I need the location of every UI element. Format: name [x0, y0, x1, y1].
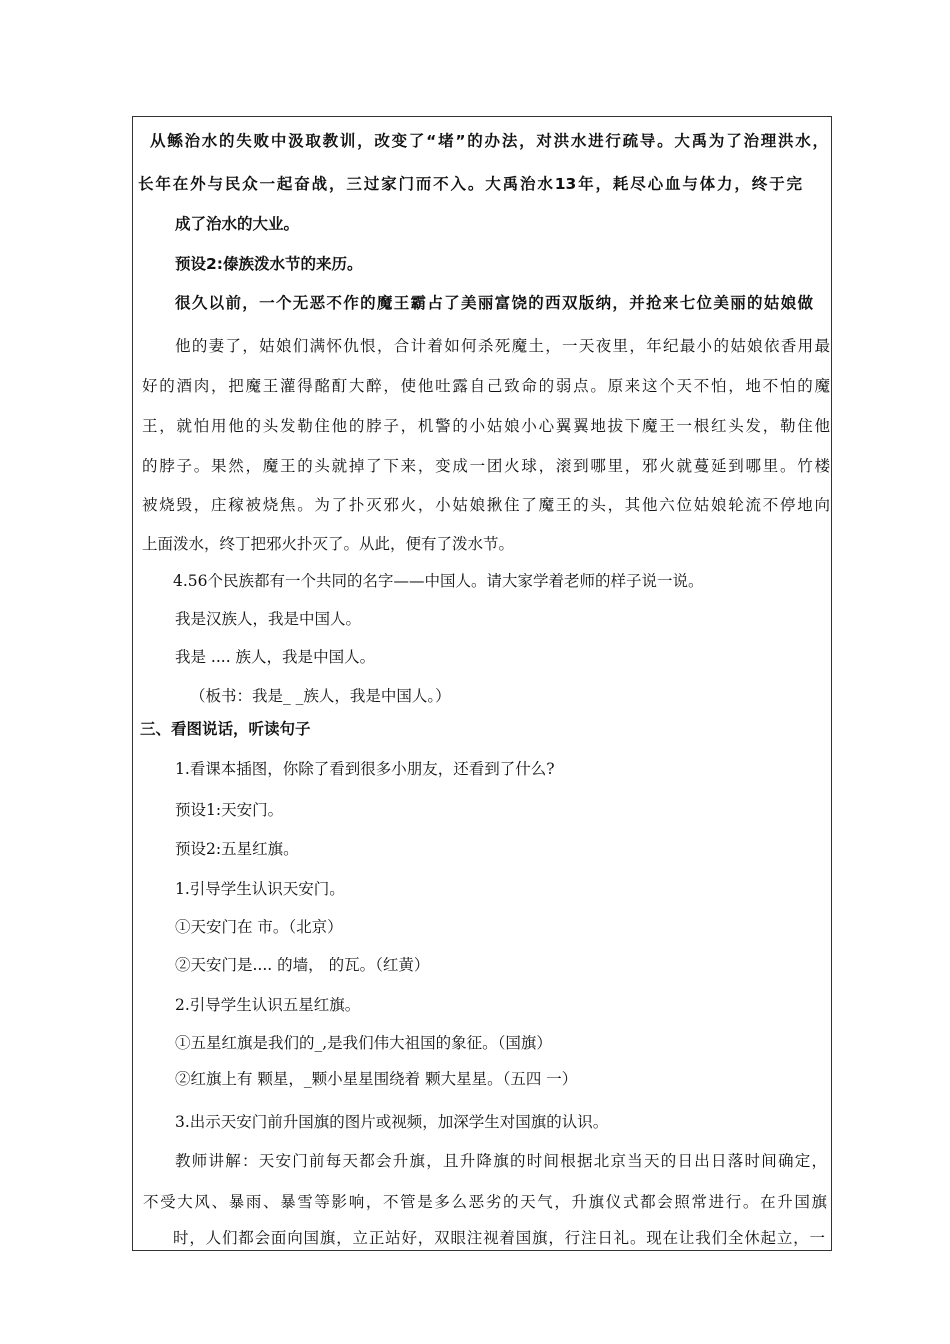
- text-line: 教师讲解：天安门前每天都会升旗，且升降旗的时间根据北京当天的日出日落时间确定，: [175, 1152, 827, 1170]
- text-line: ①五星红旗是我们的_,是我们伟大祖国的象征。（国旗）: [175, 1034, 552, 1052]
- text-line: 的脖子。果然，魔王的头就掉了下来，变成一团火球，滚到哪里，邪火就蔓延到哪里。竹楼: [142, 457, 830, 475]
- text-line: 长年在外与民众一起奋战，三过家门而不入。大禹治水13年，耗尽心血与体力，终于完: [138, 175, 802, 193]
- text-line: 很久以前，一个无恶不作的魔王霸占了美丽富饶的西双版纳，并抢来七位美丽的姑娘做: [175, 294, 813, 312]
- text-line: 成了治水的大业。: [175, 215, 300, 233]
- text-line: 预设2:五星红旗。: [175, 840, 299, 858]
- text-line: 我是汉族人，我是中国人。: [175, 610, 362, 628]
- text-line: 不受大风、暴雨、暴雪等影响，不管是多么恶劣的天气，升旗仪式都会照常进行。在升国旗: [143, 1193, 827, 1211]
- text-line: 上面泼水，终丁把邪火扑灭了。从此，便有了泼水节。: [142, 535, 515, 553]
- text-line: 1.引导学生认识天安门。: [175, 880, 345, 898]
- text-line: 预设2:傣族泼水节的来历。: [175, 255, 363, 273]
- section-heading: 三、看图说话，听读句子: [140, 720, 311, 738]
- text-line: 王，就怕用他的头发勒住他的脖子，机警的小姑娘小心翼翼地拔下魔王一根红头发，勒住他: [142, 417, 830, 435]
- text-line: 1.看课本插图，你除了看到很多小朋友，还看到了什么?: [175, 760, 555, 778]
- text-line: 3.出示天安门前升国旗的图片或视频，加深学生对国旗的认识。: [175, 1113, 609, 1131]
- text-line: （板书：我是_ _族人，我是中国人。）: [190, 687, 451, 705]
- text-line: 2.引导学生认识五星红旗。: [175, 996, 361, 1014]
- text-line: ①天安门在 市。（北京）: [175, 918, 343, 936]
- text-line: 我是 .... 族人，我是中国人。: [175, 648, 376, 666]
- text-line: 好的酒肉，把魔王灌得酩酊大醉，使他吐露自己致命的弱点。原来这个天不怕，地不怕的魔: [142, 377, 830, 395]
- text-line: 预设1:天安门。: [175, 801, 284, 819]
- text-line: 4.56个民族都有一个共同的名字——中国人。请大家学着老师的样子说一说。: [173, 572, 704, 590]
- text-line: 时，人们都会面向国旗，立正站好，双眼注视着国旗，行注日礼。现在让我们全休起立，一: [173, 1229, 825, 1247]
- text-line: 从鲧治水的失败中汲取教训，改变了“堵”的办法，对洪水进行疏导。大禹为了治理洪水，: [150, 132, 828, 150]
- text-line: ②天安门是.... 的墙， 的瓦。（红黄）: [175, 956, 430, 974]
- text-line: ②红旗上有 颗星，_颗小星星围绕着 颗大星星。（五四 一）: [175, 1070, 578, 1088]
- text-line: 被烧毁，庄稼被烧焦。为了扑灭邪火，小姑娘揪住了魔王的头，其他六位姑娘轮流不停地向: [142, 496, 830, 514]
- text-line: 他的妻了，姑娘们满怀仇恨，合计着如何杀死魔土，一天夜里，年纪最小的姑娘依香用最: [175, 337, 830, 355]
